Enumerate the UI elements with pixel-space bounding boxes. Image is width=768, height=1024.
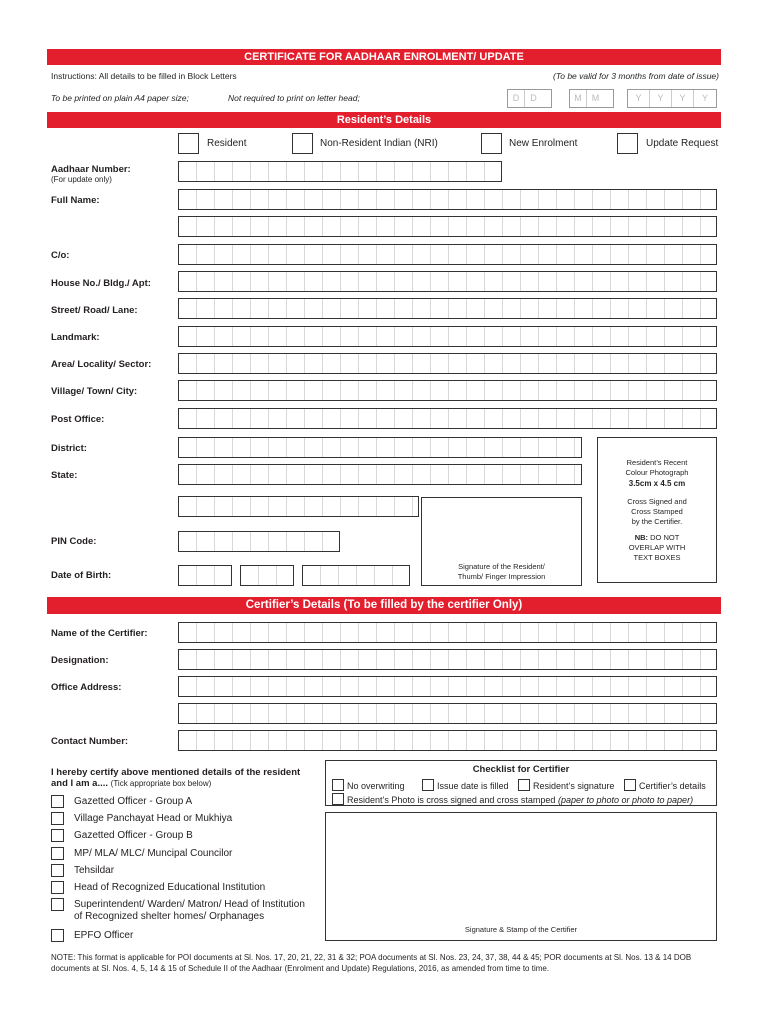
role-checkbox-gazetted-b[interactable] <box>51 829 64 842</box>
photo-cs-3: by the Certifier. <box>631 517 683 526</box>
certifier-checklist <box>325 760 717 806</box>
certify-text: I hereby certify above mentioned details of the resident and I am a.... <box>51 767 301 789</box>
full-name-input-2[interactable] <box>178 216 717 237</box>
checklist-photo-note: (paper to photo or photo to paper) <box>557 795 694 805</box>
photo-cs-2: Cross Stamped <box>631 507 683 516</box>
photo-text-1: Resident’s Recent <box>626 458 688 467</box>
street-label: Street/ Road/ Lane: <box>51 305 138 316</box>
role-label-gazetted-b: Gazetted Officer - Group B <box>74 830 193 841</box>
role-checkbox-gazetted-a[interactable] <box>51 795 64 808</box>
resident-signature-box[interactable] <box>421 497 582 586</box>
role-label-superintendent-1: Superintendent/ Warden/ Matron/ Head of Institution <box>74 899 305 910</box>
certifier-stamp-box[interactable] <box>325 812 717 941</box>
co-input[interactable] <box>178 244 717 265</box>
role-label-epfo: EPFO Officer <box>74 930 134 941</box>
checklist-issue-date[interactable] <box>422 779 509 791</box>
district-label: District: <box>51 443 87 454</box>
post-office-label: Post Office: <box>51 414 105 425</box>
photo-cs-1: Cross Signed and <box>627 497 687 506</box>
state-label: State: <box>51 470 78 481</box>
nri-label: Non-Resident Indian (NRI) <box>320 138 438 149</box>
checklist-photo-label: Resident’s Photo is cross signed and cross stamped <box>347 795 556 805</box>
role-checkbox-superintendent[interactable] <box>51 898 64 911</box>
checklist-label: Certifier’s details <box>639 781 706 791</box>
checklist-resident-signature[interactable] <box>518 779 614 791</box>
role-label-edu-head: Head of Recognized Educational Institution <box>74 882 266 893</box>
landmark-label: Landmark: <box>51 332 100 343</box>
photo-nb-3: TEXT BOXES <box>633 553 681 562</box>
dob-day-input[interactable] <box>178 565 232 586</box>
state-input-2[interactable] <box>178 496 419 517</box>
area-input[interactable] <box>178 353 717 374</box>
role-label-superintendent-2: of Recognized shelter homes/ Orphanages <box>74 911 265 922</box>
stamp-caption: Signature & Stamp of the Certifier <box>464 925 578 934</box>
form-title: CERTIFICATE FOR AADHAAR ENROLMENT/ UPDATE <box>47 49 721 65</box>
co-label: C/o: <box>51 250 70 261</box>
photo-nb-2: OVERLAP WITH <box>628 543 686 552</box>
dob-year-input[interactable] <box>302 565 410 586</box>
photo-size: 3.5cm x 4.5 cm <box>628 479 686 488</box>
day-cell: D <box>508 90 525 107</box>
checklist-certifier-details[interactable] <box>624 779 706 791</box>
post-office-input[interactable] <box>178 408 717 429</box>
role-label-tehsildar: Tehsildar <box>74 865 115 876</box>
update-request-label: Update Request <box>646 138 719 149</box>
aadhaar-label-text: Aadhaar Number: <box>51 164 131 175</box>
month-cell: M <box>570 90 587 107</box>
role-label-superintendent <box>74 899 305 923</box>
certifier-name-input[interactable] <box>178 622 717 643</box>
new-enrolment-label: New Enrolment <box>509 138 578 149</box>
aadhaar-sub-label: (For update only) <box>51 175 112 184</box>
validity-note: (To be valid for 3 months from date of issue) <box>553 71 719 81</box>
certifier-name-label: Name of the Certifier: <box>51 628 148 639</box>
aadhaar-label <box>51 164 131 184</box>
designation-input[interactable] <box>178 649 717 670</box>
signature-caption-1: Signature of the Resident/ <box>458 562 545 571</box>
year-cell: Y <box>628 90 650 107</box>
checklist-label: Resident’s signature <box>533 781 615 791</box>
footer-note: NOTE: This format is applicable for POI documents at Sl. Nos. 17, 20, 21, 22, 31 & 32; POA documents at Sl. Nos. 23, 24, 37, 38, 44 & 45; POR documents at Sl. Nos. 13 & 14 DOB documents at Sl. Nos. 4, 5, 14 & 15 of Schedule II of the Aadhaar (Enrolment and Update) Regulations, 2016, as amended from time to time. <box>51 953 692 973</box>
area-label: Area/ Locality/ Sector: <box>51 359 152 370</box>
house-input[interactable] <box>178 271 717 292</box>
landmark-input[interactable] <box>178 326 717 347</box>
contact-input[interactable] <box>178 730 717 751</box>
photo-text-2: Colour Photograph <box>625 468 689 477</box>
checklist-photo[interactable] <box>332 793 693 805</box>
role-label-panchayat: Village Panchayat Head or Mukhiya <box>74 813 233 824</box>
certify-sub: (Tick appropriate box below) <box>110 779 212 788</box>
contact-label: Contact Number: <box>51 736 129 747</box>
street-input[interactable] <box>178 298 717 319</box>
issue-date-year[interactable] <box>627 89 717 108</box>
nri-checkbox[interactable] <box>292 133 313 154</box>
photo-nb-label: NB: <box>634 533 649 542</box>
resident-section-title: Resident’s Details <box>47 112 721 128</box>
office-address-input-1[interactable] <box>178 676 717 697</box>
role-label-gazetted-a: Gazetted Officer - Group A <box>74 796 193 807</box>
certifier-section-title: Certifier’s Details (To be filled by the certifier Only) <box>47 597 721 614</box>
checklist-checkbox[interactable] <box>332 779 344 791</box>
aadhaar-number-input[interactable] <box>178 161 502 182</box>
designation-label: Designation: <box>51 655 109 666</box>
office-address-label: Office Address: <box>51 682 122 693</box>
checklist-no-overwriting[interactable] <box>332 779 405 791</box>
checklist-label: No overwriting <box>347 781 405 791</box>
role-checkbox-mp-mla[interactable] <box>51 847 64 860</box>
village-label: Village/ Town/ City: <box>51 386 138 397</box>
pin-input[interactable] <box>178 531 340 552</box>
role-checkbox-panchayat[interactable] <box>51 812 64 825</box>
pin-label: PIN Code: <box>51 536 97 547</box>
district-input[interactable] <box>178 437 582 458</box>
day-cell: D <box>530 93 537 103</box>
photo-nb-1: DO NOT <box>648 533 680 542</box>
month-cell: M <box>591 93 600 103</box>
role-checkbox-edu-head[interactable] <box>51 881 64 894</box>
issue-date-day[interactable] <box>507 89 552 108</box>
new-enrolment-checkbox[interactable] <box>481 133 502 154</box>
checklist-label: Issue date is filled <box>437 781 509 791</box>
full-name-input-1[interactable] <box>178 189 717 210</box>
village-input[interactable] <box>178 380 717 401</box>
signature-caption-2: Thumb/ Finger Impression <box>457 572 546 581</box>
role-checkbox-epfo[interactable] <box>51 929 64 942</box>
photo-box[interactable] <box>597 437 717 583</box>
dob-label: Date of Birth: <box>51 570 112 581</box>
role-label-mp-mla: MP/ MLA/ MLC/ Muncipal Councilor <box>74 848 233 859</box>
year-cell: Y <box>650 90 672 107</box>
year-cell: Y <box>672 90 694 107</box>
dob-month-input[interactable] <box>240 565 294 586</box>
resident-checkbox[interactable] <box>178 133 199 154</box>
letterhead-note: Not required to print on letter head; <box>228 93 360 103</box>
role-checkbox-tehsildar[interactable] <box>51 864 64 877</box>
update-request-checkbox[interactable] <box>617 133 638 154</box>
full-name-label: Full Name: <box>51 195 100 206</box>
resident-label: Resident <box>207 138 247 149</box>
office-address-input-2[interactable] <box>178 703 717 724</box>
checklist-checkbox[interactable] <box>332 793 344 805</box>
issue-date-month[interactable] <box>569 89 614 108</box>
checklist-title: Checklist for Certifier <box>472 764 570 775</box>
certify-statement <box>51 767 313 789</box>
house-label: House No./ Bldg./ Apt: <box>51 278 151 289</box>
print-note: To be printed on plain A4 paper size; <box>51 93 189 103</box>
year-cell: Y <box>701 93 708 103</box>
checklist-checkbox[interactable] <box>518 779 530 791</box>
checklist-checkbox[interactable] <box>422 779 434 791</box>
instructions: Instructions: All details to be filled in Block Letters <box>51 71 237 81</box>
state-input[interactable] <box>178 464 582 485</box>
checklist-checkbox[interactable] <box>624 779 636 791</box>
